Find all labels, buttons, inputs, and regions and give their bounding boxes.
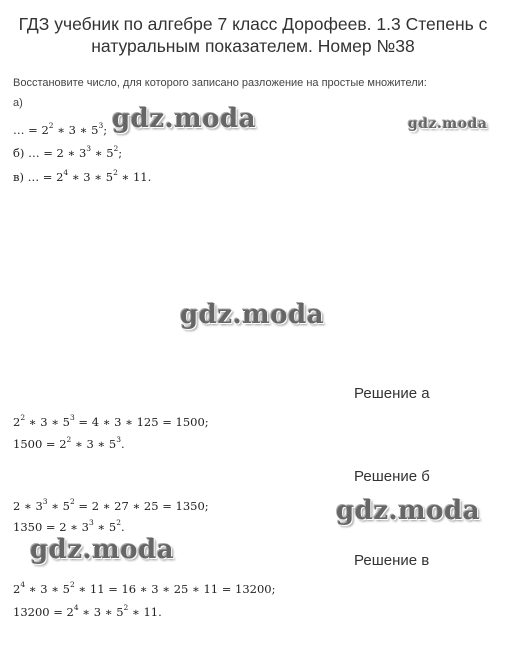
title-line-1: ГДЗ учебник по алгебре 7 класс Дорофеев. 1.3 Степень с <box>18 14 488 34</box>
watermark-logo-right: gdz.moda <box>336 496 481 526</box>
title-line-2: натуральным показателем. Номер №38 <box>91 36 415 56</box>
watermark-logo-center: gdz.moda <box>180 300 325 330</box>
solution-a-line-1: $2^2$ ∗ 3 ∗ $5^3 = 4$ ∗ 3 ∗ 125 = 1500; <box>13 413 209 429</box>
task-formula-b: б) … = 2 ∗ $3^3$ ∗ $5^2$; <box>13 144 123 160</box>
watermark-logo: gdz.moda <box>112 104 257 134</box>
task-label-a: а) <box>13 97 23 109</box>
watermark-logo-left: gdz.moda <box>30 535 175 565</box>
task-formula-c: в) … = $2^4$ ∗ 3 ∗ $5^2$ ∗ 11. <box>13 168 152 184</box>
heading-solution-a: Решение а <box>354 385 430 402</box>
heading-solution-c: Решение в <box>354 552 430 569</box>
solution-c-line-1: $2^4$ ∗ 3 ∗ $5^2$ ∗ 11 = 16 ∗ 3 ∗ 25 ∗ 11 = 13200; <box>13 580 276 596</box>
watermark-logo-small: gdz.moda <box>408 116 488 132</box>
solution-b-line-1: 2 ∗ $3^3$ ∗ $5^2 = 2$ ∗ 27 ∗ 25 = 1350; <box>13 497 209 513</box>
solution-b-line-2: 1350 = 2 ∗ $3^3$ ∗ $5^2$. <box>13 518 125 534</box>
task-text: Восстановите число, для которого записано разложение на простые множители: <box>13 77 427 89</box>
page-title <box>0 13 506 57</box>
heading-solution-b: Решение б <box>354 468 430 485</box>
solution-c-line-2: $13200 = 2^4$ ∗ 3 ∗ $5^2$ ∗ 11. <box>13 603 162 619</box>
solution-a-line-2: $1500 = 2^2$ ∗ 3 ∗ $5^3$. <box>13 435 125 451</box>
task-formula-a: … = $2^2$ ∗ 3 ∗ $5^3$; <box>13 121 108 137</box>
